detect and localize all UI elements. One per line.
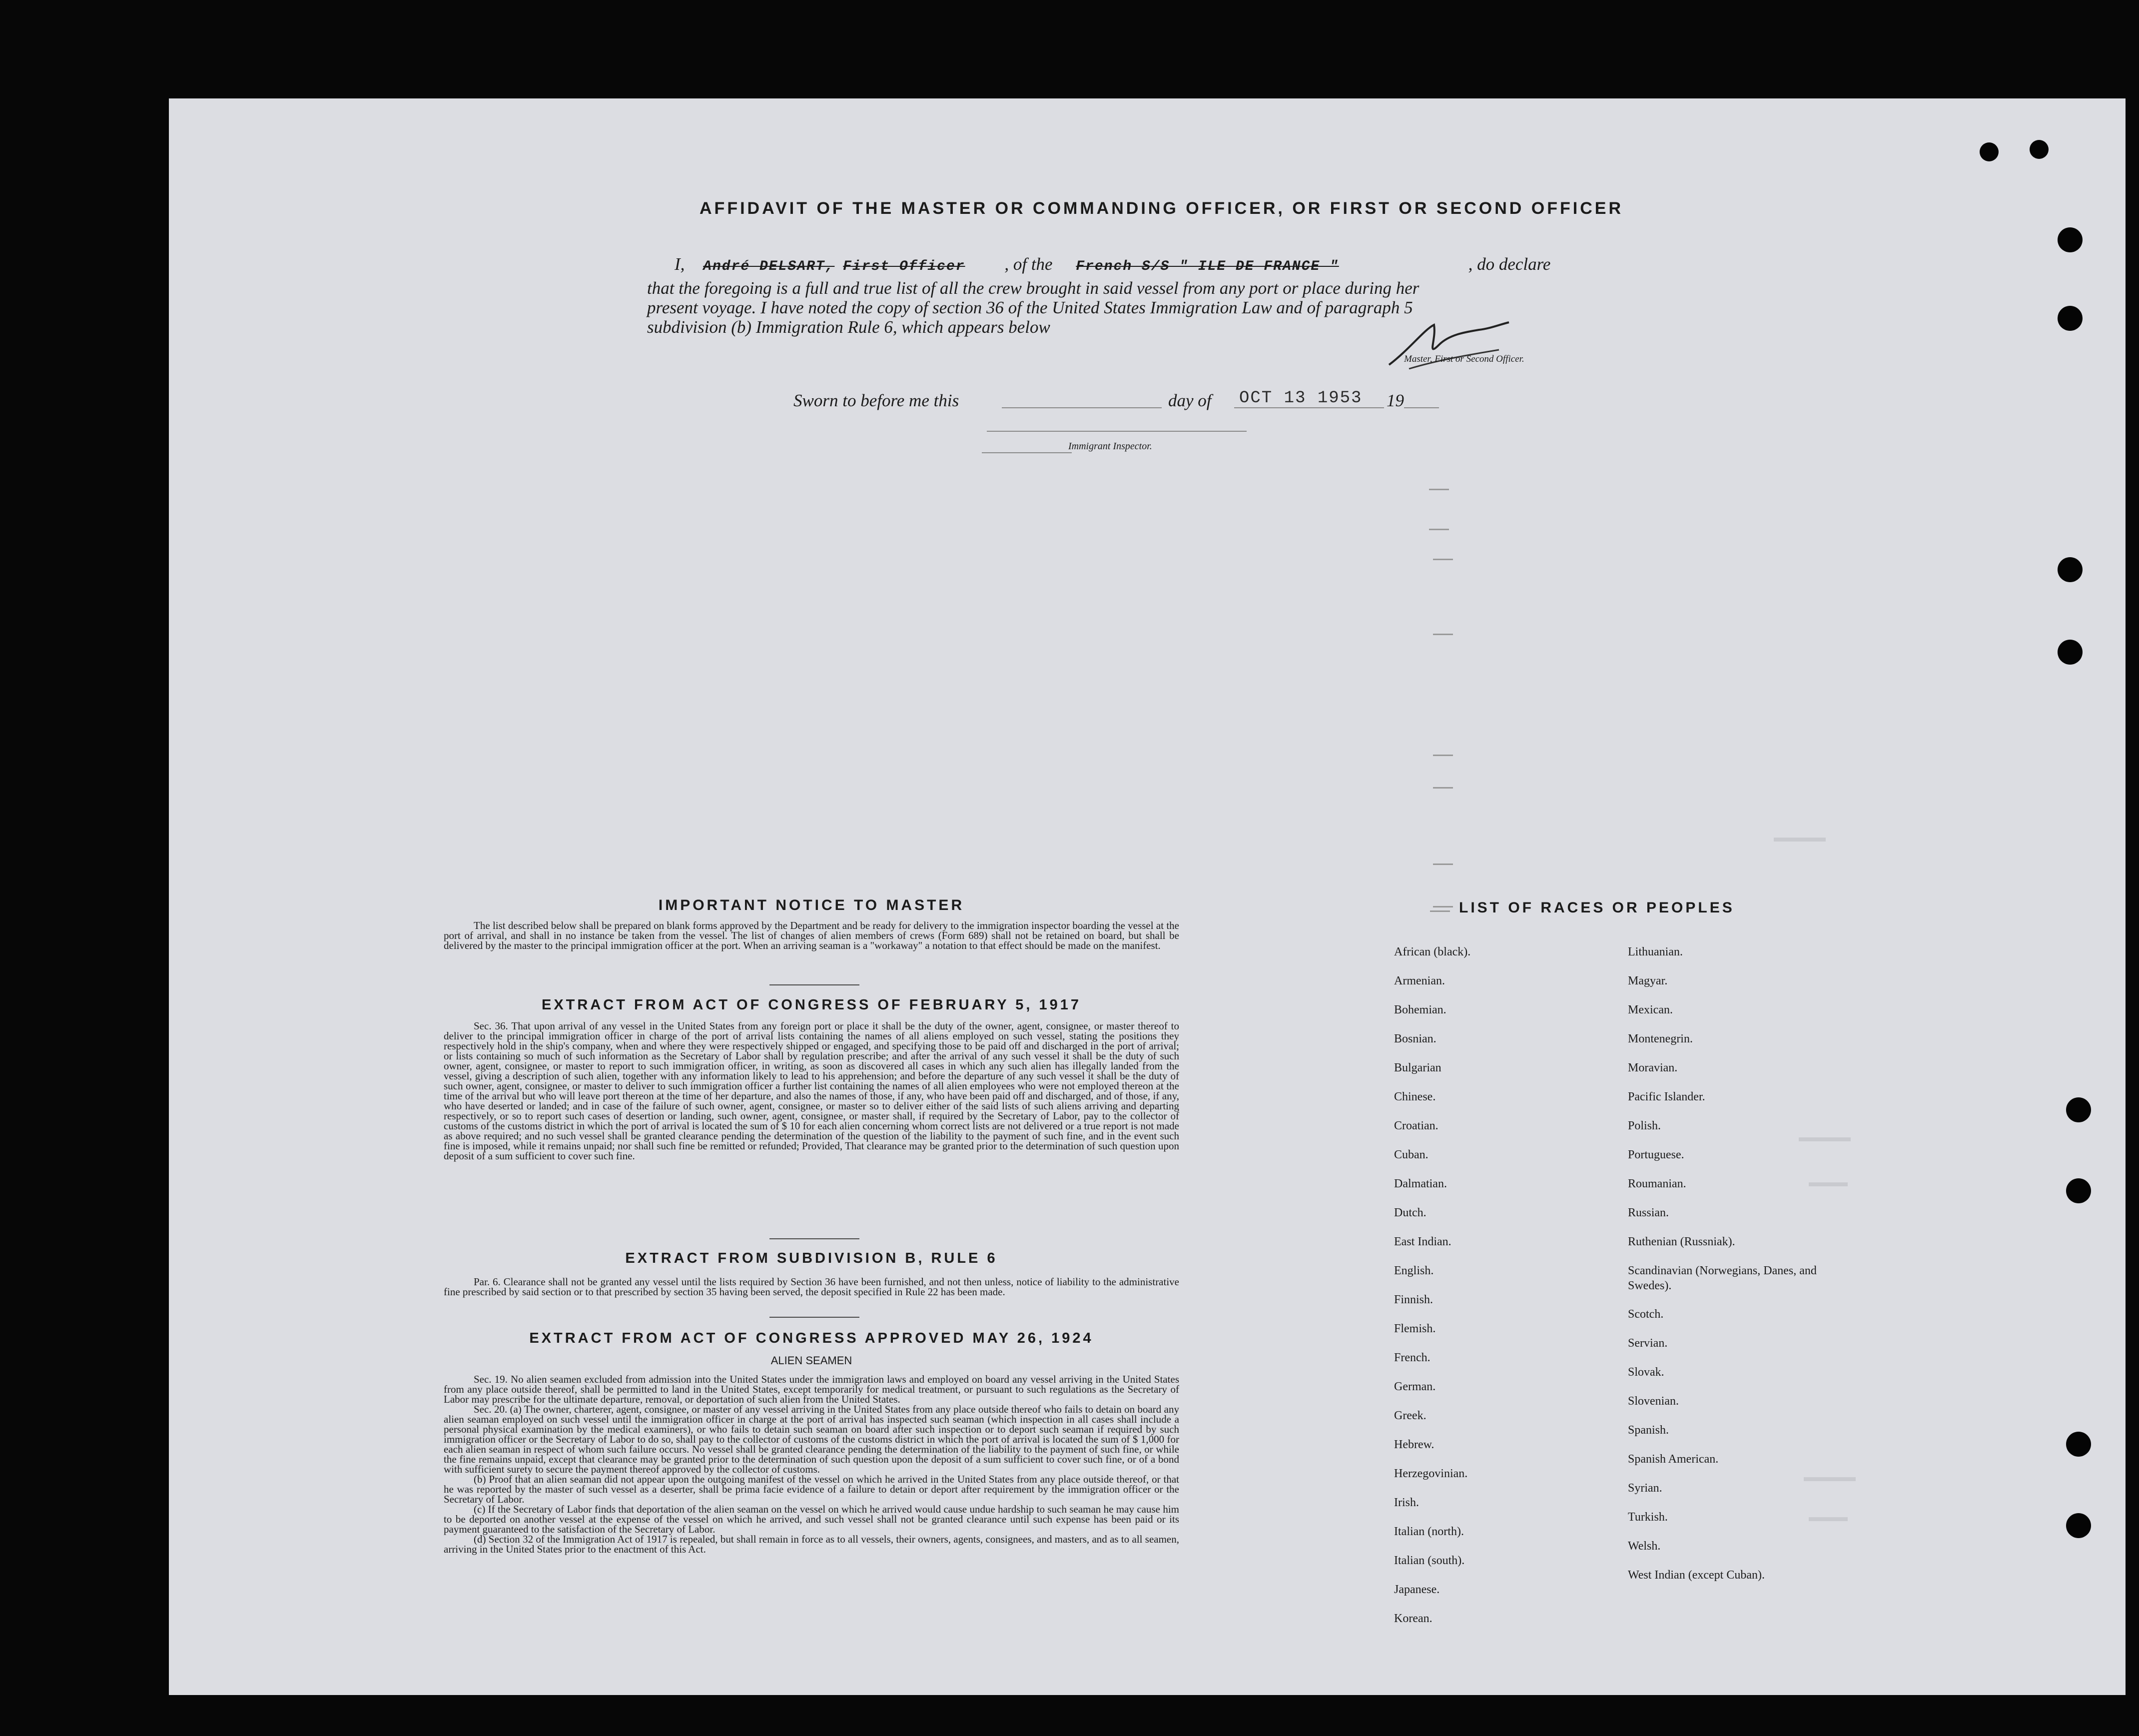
inspector-signature-blank — [987, 431, 1247, 432]
race-item: Finnish. — [1394, 1293, 1433, 1306]
affidavit-line-3: present voyage. I have noted the copy of section 36 of the United States Immigration Law and of paragraph 5 — [647, 298, 1413, 317]
faint-dash — [1433, 787, 1453, 789]
race-item: Welsh. — [1628, 1540, 1661, 1553]
faint-dash — [1429, 489, 1449, 490]
extract-1924-title: EXTRACT FROM ACT OF CONGRESS APPROVED MAY 26, 1924 — [529, 1330, 1094, 1346]
race-item: Russian. — [1628, 1206, 1669, 1219]
race-item: Scandinavian (Norwegians, Danes, and Swedes). — [1628, 1264, 1817, 1292]
notice-text — [444, 920, 1179, 950]
punch-hole — [2066, 1432, 2091, 1457]
faint-dash — [1429, 529, 1449, 530]
officer-name: André DELSART, — [703, 259, 835, 274]
race-item: English. — [1394, 1264, 1434, 1277]
race-item: Dutch. — [1394, 1206, 1426, 1219]
race-item: Slovak. — [1628, 1366, 1664, 1379]
inspector-name-blank — [982, 452, 1072, 453]
race-item: Dalmatian. — [1394, 1177, 1447, 1190]
sec-20a-paragraph: Sec. 20. (a) The owner, charterer, agent, consignee, or master of any vessel arriving in the United States from any place outside thereof who fails to detain on board any alien seaman employed on such vessel until the immigration officer in charge at the port of arrival has inspected such seaman (which inspection in all cases shall include a personal physical examination by the medical examiners), or who fails to detain such seaman on board after such inspection or to deport such seaman if required by such immigration officer or the Secretary of Labor to do so, shall pay to the collector of customs of the customs district in which the port of arrival is located the sum of $ 1,000 for each alien seaman in respect of whom such failure occurs. No vessel shall be granted clearance pending the determination of the liability to the payment of such fine, or while the fine remains unpaid, except that clearance may be granted prior to the determination of such question upon the deposit of a sum sufficient to cover such fine, or of a bond with sufficient surety to secure the payment thereof approved by the collector of customs. — [444, 1403, 1179, 1475]
section-divider — [769, 984, 859, 985]
notice-paragraph: The list described below shall be prepared on blank forms approved by the Department and be ready for delivery to the immigration inspector boarding the vessel at the port of arrival, and shall in no instance be taken from the vessel. The list of changes of alien members of crews (Form 689) shall not be retained on board, but shall be delivered by the master to the principal immigration officer at the port. When an arriving seaman is a "workaway" a notation to that effect should be made on the manifest. — [444, 919, 1179, 951]
race-item: Spanish. — [1628, 1424, 1669, 1437]
faint-dash — [1433, 559, 1453, 560]
punch-hole — [2058, 306, 2083, 331]
section-divider — [769, 1238, 859, 1239]
affidavit-title: AFFIDAVIT OF THE MASTER OR COMMANDING OFFICER, OR FIRST OR SECOND OFFICER — [700, 199, 1623, 218]
punch-hole — [2058, 227, 2083, 252]
race-item: Chinese. — [1394, 1090, 1436, 1103]
punch-hole — [2058, 640, 2083, 665]
year-blank — [1404, 407, 1439, 408]
do-declare-text: , do declare — [1468, 254, 1551, 274]
bleed-through-mark: ▬▬▬▬ — [1774, 830, 1826, 845]
punch-hole — [2066, 1178, 2091, 1203]
race-item: West Indian (except Cuban). — [1628, 1569, 1765, 1582]
race-item: East Indian. — [1394, 1235, 1451, 1248]
bleed-through-mark: ▬▬▬▬ — [1804, 1469, 1856, 1484]
punch-hole — [2058, 557, 2083, 582]
sec-20d-paragraph: (d) Section 32 of the Immigration Act of 1917 is repealed, but shall remain in force as to all vessels, their owners, agents, consignees, and masters, and as to all seamen, arriving in the United States prior to the enactment of this Act. — [444, 1533, 1179, 1555]
sworn-text: Sworn to before me this — [793, 391, 959, 410]
race-item: Korean. — [1394, 1612, 1432, 1625]
punch-hole — [1980, 142, 1999, 161]
race-item: Roumanian. — [1628, 1177, 1686, 1190]
extract-1917-paragraph: Sec. 36. That upon arrival of any vessel in the United States from any foreign port or place it shall be the duty of the owner, agent, consignee, or master thereof to deliver to the principal immigration officer in charge of the port of arrival lists containing the names of all aliens employed on such vessel, stating the positions they respectively hold in the ship's company, when and where they were respectively shipped or engaged, and specifying those to be paid off and discharged in the port of arrival; or lists containing so much of such information as the Secretary of Labor shall by regulation prescribe; and after the arrival of any such vessel it shall be the duty of such owner, agent, consignee, or master to report to such immigration officer, in writing, as soon as discovered all cases in which any such alien has illegally landed from the vessel, giving a description of such alien, together with any information likely to lead to his apprehension; and before the departure of any such vessel it shall be the duty of such owner, agent, consignee, or master to deliver to such immigration officer a further list containing the names of all alien employees who were not employed thereon at the time of the arrival but who will leave port thereon at the time of her departure, and also the names of those, if any, who have been paid off and discharged, and of those, if any, who have deserted or landed; and in case of the failure of such owner, agent, consignee, or master so to deliver either of the said lists of such aliens arriving and departing respectively, or so to report such cases of desertion or landing, such owner, agent, consignee, or master shall, if required by the Secretary of Labor, pay to the collector of customs of the customs district in which the port of arrival is located the sum of $ 10 for each alien concerning whom correct lists are not delivered or a true report is not made as above required; and no such vessel shall be granted clearance pending the determination of the question of the liability to the payment of such fine, and in the event such fine is imposed, while it remains unpaid; nor shall such fine be remitted or refunded; Provided, That clearance may be granted prior to the determination of such question upon deposit of a sum sufficient to cover such fine. — [444, 1020, 1179, 1162]
punch-hole — [2066, 1097, 2091, 1122]
punch-hole — [2030, 140, 2049, 159]
races-column-1 — [1394, 944, 1559, 1640]
race-item: African (black). — [1394, 945, 1471, 958]
race-item: Polish. — [1628, 1119, 1661, 1132]
race-item: Lithuanian. — [1628, 945, 1683, 958]
date-blank — [1234, 407, 1384, 408]
faint-dash — [1433, 634, 1453, 635]
race-item: Portuguese. — [1628, 1148, 1684, 1161]
race-item: Croatian. — [1394, 1119, 1438, 1132]
races-column-2 — [1628, 944, 1818, 1597]
race-item: Armenian. — [1394, 974, 1445, 987]
affidavit-line-1 — [675, 252, 1550, 279]
bleed-through-mark: ▬▬▬▬ — [1799, 1129, 1851, 1144]
faint-dash — [1433, 755, 1453, 756]
race-item: Spanish American. — [1628, 1453, 1719, 1466]
year-prefix: 19 — [1387, 391, 1404, 410]
race-item: Bulgarian — [1394, 1061, 1441, 1074]
signature-caption: Master, First or Second Officer. — [1404, 354, 1524, 364]
race-item: Greek. — [1394, 1409, 1426, 1422]
inspector-caption: Immigrant Inspector. — [1068, 441, 1152, 452]
extract-1924-text — [444, 1374, 1179, 1554]
races-title: LIST OF RACES OR PEOPLES — [1459, 899, 1735, 916]
race-item: Montenegrin. — [1628, 1032, 1693, 1045]
of-the-text: , of the — [1004, 254, 1053, 274]
race-item: Slovenian. — [1628, 1395, 1679, 1408]
sec-20b-paragraph: (b) Proof that an alien seaman did not appear upon the outgoing manifest of the vessel on which he arrived in the United States from any place outside thereof, or that he was reported by the master of such vessel as a deserter, shall be prima facie evidence of a failure to detain or deport after requirement by the immigration officer or the Secretary of Labor. — [444, 1473, 1179, 1505]
race-item: Herzegovinian. — [1394, 1467, 1468, 1480]
race-item: Italian (north). — [1394, 1525, 1464, 1538]
faint-dash — [1433, 906, 1453, 907]
sec-19-paragraph: Sec. 19. No alien seamen excluded from admission into the United States under the immigration laws and employed on board any vessel arriving in the United States from any place outside thereof, shall be permitted to land in the United States, except temporarily for medical treatment, or pursuant to such regulations as the Secretary of Labor may prescribe for the ultimate departure, removal, or deportation of such alien from the United States. — [444, 1373, 1179, 1405]
race-item: Cuban. — [1394, 1148, 1428, 1161]
race-item: Scotch. — [1628, 1308, 1664, 1321]
race-item: Turkish. — [1628, 1511, 1668, 1524]
race-item: Italian (south). — [1394, 1554, 1465, 1567]
day-of-text: day of — [1168, 391, 1212, 410]
faint-dash — [1430, 910, 1450, 912]
bleed-through-mark: ▬▬▬ — [1809, 1509, 1848, 1524]
extract-rule6-text — [444, 1277, 1179, 1297]
affidavit-line-2: that the foregoing is a full and true list of all the crew brought in said vessel from any port or place during her — [647, 278, 1420, 298]
punch-hole — [2066, 1513, 2091, 1538]
extract-1917-text — [444, 1021, 1179, 1161]
race-item: Irish. — [1394, 1496, 1419, 1509]
race-item: Mexican. — [1628, 1003, 1673, 1016]
extract-1917-title: EXTRACT FROM ACT OF CONGRESS OF FEBRUARY 5, 1917 — [541, 997, 1082, 1013]
officer-rank: First Officer — [843, 259, 965, 274]
bleed-through-mark: ▬▬▬ — [1809, 1174, 1848, 1189]
race-item: Flemish. — [1394, 1322, 1436, 1335]
race-item: Moravian. — [1628, 1061, 1678, 1074]
alien-seamen-subtitle: ALIEN SEAMEN — [770, 1354, 852, 1367]
sec-20c-paragraph: (c) If the Secretary of Labor finds that deportation of the alien seaman on the vessel on which he arrived would cause undue hardship to such seaman he may cause him to be deported on another vessel at the expense of the vessel on which he arrived, and such vessel shall not be granted clearance until such expense has been paid or its payment guaranteed to the satisfaction of the Secretary of Labor. — [444, 1503, 1179, 1535]
race-item: Syrian. — [1628, 1482, 1662, 1495]
notice-title: IMPORTANT NOTICE TO MASTER — [658, 897, 965, 913]
race-item: Bohemian. — [1394, 1003, 1446, 1016]
affidavit-line-4: subdivision (b) Immigration Rule 6, which appears below — [647, 317, 1050, 337]
sworn-day-blank — [1002, 407, 1162, 408]
race-item: Hebrew. — [1394, 1438, 1434, 1451]
officer-signature — [1379, 310, 1519, 375]
faint-dash — [1433, 864, 1453, 865]
extract-rule6-title: EXTRACT FROM SUBDIVISION B, RULE 6 — [625, 1250, 998, 1266]
extract-rule6-paragraph: Par. 6. Clearance shall not be granted any vessel until the lists required by Section 36 have been furnished, and not then unless, notice of liability to the administrative fine prescribed by said section or to that prescribed by section 35 having been served, the deposit specified in Rule 22 has been made. — [444, 1276, 1179, 1298]
section-divider — [769, 1317, 859, 1318]
race-item: Bosnian. — [1394, 1032, 1436, 1045]
race-item: Pacific Islander. — [1628, 1090, 1705, 1103]
sworn-line — [793, 389, 959, 413]
date-stamp: OCT 13 1953 — [1239, 389, 1363, 408]
race-item: Servian. — [1628, 1337, 1668, 1350]
race-item: French. — [1394, 1351, 1430, 1364]
race-item: German. — [1394, 1380, 1436, 1393]
vessel-name: French S/S " ILE DE FRANCE " — [1076, 259, 1339, 274]
race-item: Japanese. — [1394, 1583, 1440, 1596]
race-item: Ruthenian (Russniak). — [1628, 1235, 1735, 1248]
race-item: Magyar. — [1628, 974, 1668, 987]
i-prefix: I, — [675, 254, 685, 274]
